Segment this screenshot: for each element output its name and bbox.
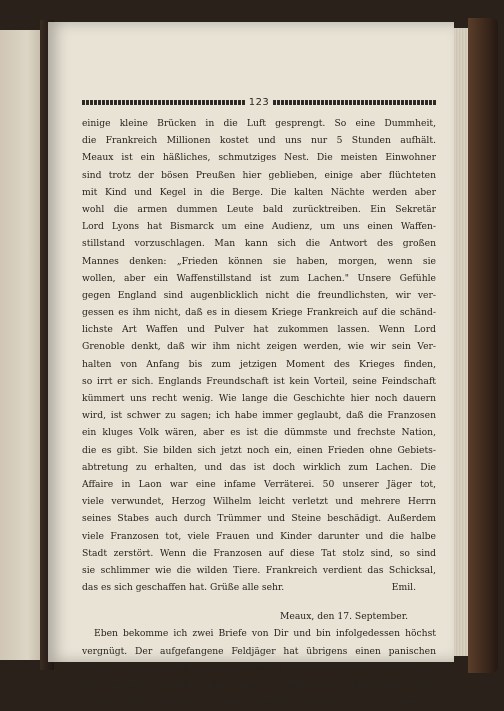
text-line: sie schlimmer wie die wilden Tiere. Frankreich verdient das Schicksal, <box>82 564 436 576</box>
text-line: Eben bekomme ich zwei Briefe von Dir und bin infolgedessen höchst <box>94 628 436 640</box>
text-line: abtretung zu erhalten, und das ist doch wirklich zum Lachen. Die <box>82 461 436 473</box>
running-header <box>82 96 436 108</box>
text-line: einige kleine Brücken in die Luft gesprengt. So eine Dummheit, <box>82 118 436 129</box>
text-line: der Franzosen gefallen sein, die sie jedenfalls veröffentlichen. Bei <box>82 680 436 691</box>
text-line: viele verwundet, Herzog Wilhelm leicht verletzt und mehrere Herrn <box>82 496 436 508</box>
text-line: wohl die armen dummen Leute bald zurücktreiben. Ein Sekretär <box>82 203 436 215</box>
text-line: halten von Anfang bis zum jetzigen Moment des Krieges finden, <box>82 358 436 370</box>
letter-end-paragraph <box>82 115 436 596</box>
text-line: meinem Brief glaube ich keine weiteren Befürchtungen haben zu <box>82 697 436 709</box>
closing-text: das es sich geschaffen hat. Grüße alle sehr. <box>82 582 285 594</box>
text-line: Stadt zerstört. Wenn die Franzosen auf diese Tat stolz sind, so sind <box>82 547 436 559</box>
text-line: stillstand vorzuschlagen. Man kann sich die Antwort des großen <box>82 238 436 250</box>
text-line: Schreck hier verursacht, denn es können doch tolle Briefe in die Hände <box>82 662 436 674</box>
text-line: wird, ist schwer zu sagen; ich habe immer geglaubt, daß die Franzosen <box>82 410 436 422</box>
header-ornament-left <box>82 100 245 105</box>
letter-start-paragraph <box>82 625 436 711</box>
text-line: kümmert uns recht wenig. Wie lange die Geschichte hier noch dauern <box>82 393 436 404</box>
text-line: ein kluges Volk wären, aber es ist die dümmste und frechste Nation, <box>82 427 436 439</box>
text-line: wollen, aber ein Waffenstillstand ist zum Lachen." Unsere Gefühle <box>82 272 436 284</box>
signature: Emil. <box>391 582 416 594</box>
header-ornament-right <box>273 100 436 105</box>
page-number: 123 <box>248 96 270 108</box>
text-line: Grenoble denkt, daß wir ihm nicht zeigen werden, wie wir sein Ver- <box>82 341 436 353</box>
letter-dateline: Meaux, den 17. September. <box>279 611 408 623</box>
signoff-line <box>82 579 436 596</box>
page-text <box>82 115 436 711</box>
text-line: seines Stabes auch durch Trümmer und Steine beschädigt. Außerdem <box>82 513 436 525</box>
text-line: die es gibt. Sie bilden sich jetzt noch ein, einen Frieden ohne Gebiets- <box>82 444 436 456</box>
text-line: mit Kind und Kegel in die Berge. Die kalten Nächte werden aber <box>82 186 436 198</box>
text-line: Affaire in Laon war eine infame Verräterei. 50 unserer Jäger tot, <box>82 478 436 490</box>
text-line: Lord Lyons hat Bismarck um eine Audienz, um uns einen Waffen- <box>82 221 436 233</box>
text-line: lichste Art Waffen und Pulver hat zukommen lassen. Wenn Lord <box>82 324 436 336</box>
text-line: vergnügt. Der aufgefangene Feldjäger hat übrigens einen panischen <box>82 645 436 657</box>
text-line: gessen es ihm nicht, daß es in diesem Kriege Frankreich auf die schänd- <box>82 307 436 319</box>
text-line: sind trotz der bösen Preußen hier geblieben, einige aber flüchteten <box>82 169 436 181</box>
text-line: viele Franzosen tot, viele Frauen und Kinder darunter und die halbe <box>82 530 436 542</box>
text-line: Mannes denken: „Frieden können sie haben, morgen, wenn sie <box>82 255 436 267</box>
book-cover-edge <box>468 18 498 673</box>
text-line: die Frankreich Millionen kostet und uns nur 5 Stunden aufhält. <box>82 135 436 147</box>
text-line: so irrt er sich. Englands Freundschaft ist kein Vorteil, seine Feindschaft <box>82 375 436 387</box>
text-line: Meaux ist ein häßliches, schmutziges Nest. Die meisten Einwohner <box>82 152 436 164</box>
text-line: gegen England sind augenblicklich nicht die freundlichsten, wir ver- <box>82 289 436 301</box>
